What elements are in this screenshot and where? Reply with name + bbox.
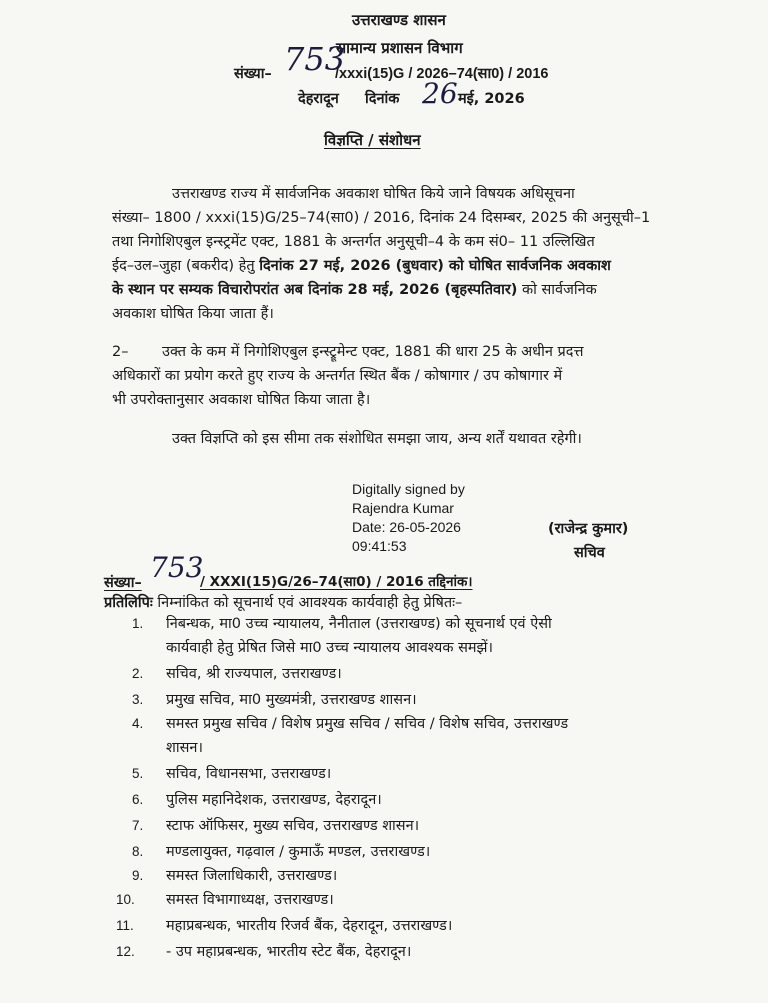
list-text: समस्त प्रमुख सचिव / विशेष प्रमुख सचिव / सचिव / विशेष सचिव, उत्तराखण्ड — [166, 716, 569, 732]
paragraph-1 — [112, 182, 708, 326]
para1-line4-start: ईद–उल–जुहा (बकरीद) हेतु — [112, 258, 260, 274]
list-number: 5. — [132, 766, 144, 781]
list-item — [116, 940, 411, 964]
date-rest: मई, 2026 — [458, 91, 525, 107]
government-heading: उत्तराखण्ड शासन — [352, 11, 446, 29]
pratilipi-label: प्रतिलिपिः — [104, 595, 153, 611]
list-item — [132, 864, 337, 888]
list-number: 1. — [132, 616, 144, 631]
para1-line5-bold: के स्थान पर सम्यक विचारोपरांत अब दिनांक 28 मई, 2026 (बृहस्पतिवार) — [112, 282, 518, 298]
sig-line2: Rajendra Kumar — [352, 500, 454, 516]
list-text: निबन्धक, मा0 उच्च न्यायालय, नैनीताल (उत्तराखण्ड) को सूचनार्थ एवं ऐसी — [166, 616, 552, 632]
list-number: 12. — [116, 944, 135, 959]
reference-number: /xxxi(15)G / 2026–74(सा0) / 2016 — [335, 66, 549, 82]
list-number: 7. — [132, 818, 144, 833]
copy-handwritten-ref-number: 753 — [150, 551, 204, 584]
pratilipi-text: निम्नांकित को सूचनार्थ एवं आवश्यक कार्यवाही हेतु प्रेषितः– — [152, 595, 463, 611]
list-number: 4. — [132, 716, 144, 731]
para2-line1-text: उक्त के कम में निगोशिएबुल इन्स्ट्रूमेन्ट एक्ट, 1881 की धारा 25 के अधीन प्रदत्त — [162, 344, 584, 360]
para1-line4-bold: दिनांक 27 मई, 2026 (बुधवार) को घोषित सार्वजनिक अवकाश — [259, 258, 611, 274]
list-item — [132, 814, 419, 838]
list-text: महाप्रबन्धक, भारतीय रिजर्व बैंक, देहरादून, उत्तराखण्ड। — [166, 918, 453, 934]
sankhya-label: संख्या– — [234, 66, 272, 82]
para1-line5 — [112, 278, 708, 302]
paragraph-2 — [112, 340, 708, 412]
list-text: स्टाफ ऑफिसर, मुख्य सचिव, उत्तराखण्ड शासन। — [166, 818, 420, 834]
para1-line5-end: को सार्वजनिक — [517, 282, 597, 298]
para1-line2: संख्या– 1800 / xxxi(15)G/25–74(सा0) / 2016, दिनांक 24 दिसम्बर, 2025 की अनुसूची–1 — [112, 210, 651, 226]
para2-line1 — [112, 340, 708, 364]
list-text: - उप महाप्रबन्धक, भारतीय स्टेट बैंक, देहरादून। — [166, 944, 412, 960]
department-heading: सामान्य प्रशासन विभाग — [336, 39, 463, 57]
list-number: 9. — [132, 868, 144, 883]
copy-sankhya-label: संख्या– — [104, 575, 142, 591]
list-text: शासन। — [166, 740, 203, 756]
list-item — [132, 688, 417, 712]
list-text: समस्त विभागाध्यक्ष, उत्तराखण्ड। — [166, 892, 334, 908]
pratilipi-line — [104, 592, 462, 612]
list-item — [116, 888, 334, 912]
list-item — [132, 662, 342, 686]
list-text: सचिव, विधानसभा, उत्तराखण्ड। — [166, 766, 332, 782]
signatory-name: (राजेन्द्र कुमार) — [548, 521, 629, 537]
list-item-continuation — [166, 636, 493, 660]
sig-line3: Date: 26-05-2026 — [352, 519, 461, 535]
list-text: पुलिस महानिदेशक, उत्तराखण्ड, देहरादून। — [166, 792, 382, 808]
para1-line6: अवकाश घोषित किया जाता हैं। — [112, 306, 274, 322]
document-title: विज्ञप्ति / संशोधन — [324, 131, 421, 149]
paragraph-3: उक्त विज्ञप्ति को इस सीमा तक संशोधित समझा जाय, अन्य शर्तें यथावत रहेगी। — [172, 431, 582, 447]
list-item — [132, 712, 568, 736]
digital-signature-block — [352, 480, 465, 556]
list-text: मण्डलायुक्त, गढ़वाल / कुमाऊँ मण्डल, उत्तराखण्ड। — [166, 844, 431, 860]
list-item-continuation — [166, 736, 203, 760]
para2-line3: भी उपरोक्तानुसार अवकाश घोषित किया जाता है। — [112, 392, 371, 408]
list-number: 11. — [116, 918, 134, 933]
para2-line2: अधिकारों का प्रयोग करते हुए राज्य के अन्तर्गत स्थित बैंक / कोषागार / उप कोषागार में — [112, 368, 563, 384]
list-number: 6. — [132, 792, 144, 807]
para1-line4 — [112, 254, 708, 278]
signatory-designation: सचिव — [574, 545, 605, 561]
list-item — [132, 762, 331, 786]
list-item — [132, 840, 430, 864]
sig-line1: Digitally signed by — [352, 481, 465, 497]
place-label: देहरादून — [298, 91, 339, 107]
list-text: प्रमुख सचिव, मा0 मुख्यमंत्री, उत्तराखण्ड शासन। — [166, 692, 417, 708]
sig-line4: 09:41:53 — [352, 538, 407, 554]
list-number: 3. — [132, 692, 144, 707]
list-item — [132, 788, 382, 812]
list-text: सचिव, श्री राज्यपाल, उत्तराखण्ड। — [166, 666, 342, 682]
list-text: समस्त जिलाधिकारी, उत्तराखण्ड। — [166, 868, 338, 884]
para1-line1: उत्तराखण्ड राज्य में सार्वजनिक अवकाश घोषित किये जाने विषयक अधिसूचना — [172, 186, 575, 202]
date-label: दिनांक — [365, 91, 400, 107]
list-text: कार्यवाही हेतु प्रेषित जिसे मा0 उच्च न्यायालय आवश्यक समझें। — [166, 640, 494, 656]
list-number: 8. — [132, 844, 144, 859]
para1-line3: तथा निगोशिएबुल इन्स्ट्रमेंट एक्ट, 1881 के अन्तर्गत अनुसूची–4 के कम सं0– 11 उल्लिखित — [112, 234, 595, 250]
list-item — [132, 612, 552, 636]
handwritten-date-day: 26 — [422, 77, 458, 110]
copy-reference-number: / XXXI(15)G/26–74(सा0) / 2016 तद्दिनांक। — [200, 574, 473, 590]
para2-number: 2– — [112, 344, 129, 360]
list-number: 2. — [132, 666, 144, 681]
list-number: 10. — [116, 892, 135, 907]
list-item — [116, 914, 452, 938]
handwritten-ref-number: 753 — [284, 40, 346, 78]
